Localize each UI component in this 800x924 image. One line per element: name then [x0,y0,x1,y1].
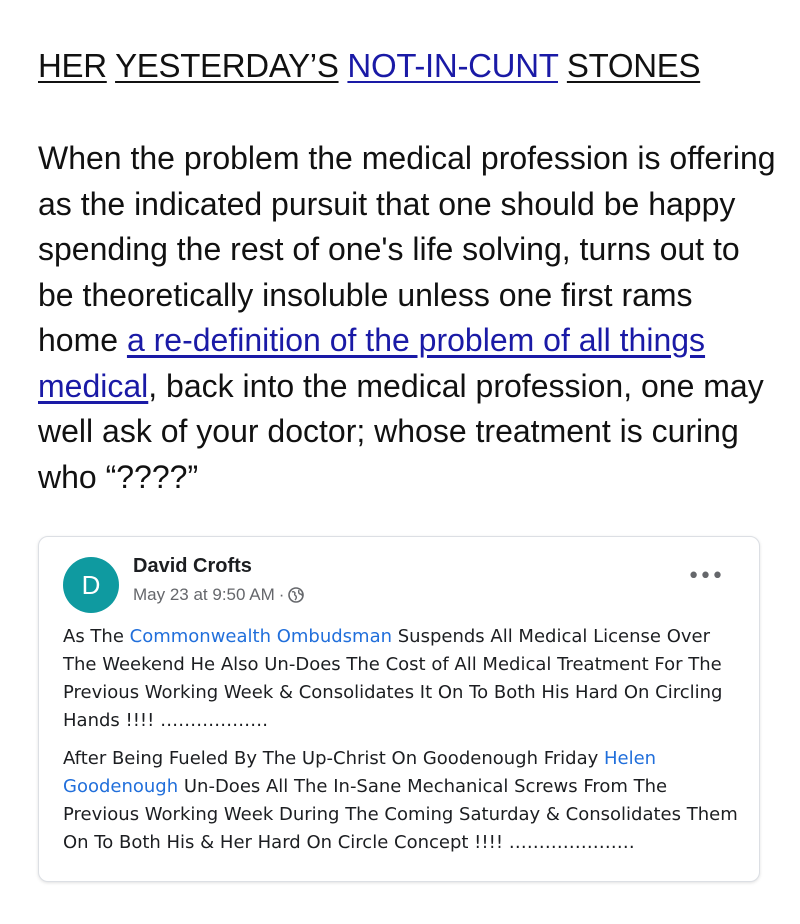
meta-separator: · [278,585,285,604]
avatar[interactable]: D [63,557,119,613]
post-timestamp[interactable]: May 23 at 9:50 AM [133,585,275,604]
title-word-yesterdays: YESTERDAY’S [115,47,339,84]
globe-icon [288,587,304,603]
post-paragraph-2-text-a: After Being Fueled By The Up-Christ On Goodenough Friday [63,748,604,769]
post-paragraph-1-text-b: Suspends All Medical License Over The Weekend He Also Un-Does The Cost of All Medical Treatment For The Previous Working Week & Consolidates It On To Both His Hard On Circling Hands !!!! ……………… [63,626,723,731]
ombudsman-link[interactable]: Commonwealth Ombudsman [129,626,393,647]
title-word-stones: STONES [566,47,701,84]
post-paragraph-2 [63,745,743,857]
body-text-intro: When the problem the medical profession is offering as the indicated pursuit that one should be happy spending the rest of one's life solving, turns out to be theoretically insoluble unless one first rams home [38,140,776,358]
post-author[interactable]: David Crofts [133,555,252,577]
title-link-not-in-cunt[interactable]: NOT-IN-CUNT [347,47,558,84]
redefinition-link[interactable]: a re-definition of the problem of all things medical [38,322,706,404]
body-paragraph [38,136,778,500]
post-meta [133,585,304,605]
title-word-her: HER [38,47,107,84]
page-title [38,44,700,88]
helen-goodenough-link[interactable]: Helen Goodenough [63,748,657,797]
body-text-outro: , back into the medical profession, one may well ask of your doctor; whose treatment is curing who “????” [38,367,764,495]
post-paragraph-1-text-a: As The [63,626,130,647]
facebook-post-card [38,536,760,882]
post-paragraph-1 [63,623,743,735]
post-paragraph-2-text-b: Un-Does All The In-Sane Mechanical Screws From The Previous Working Week During The Coming Saturday & Consolidates Them On To Both His & Her Hard On Circle Concept !!!! ………………… [63,776,738,853]
more-options-icon[interactable]: ••• [687,564,723,589]
